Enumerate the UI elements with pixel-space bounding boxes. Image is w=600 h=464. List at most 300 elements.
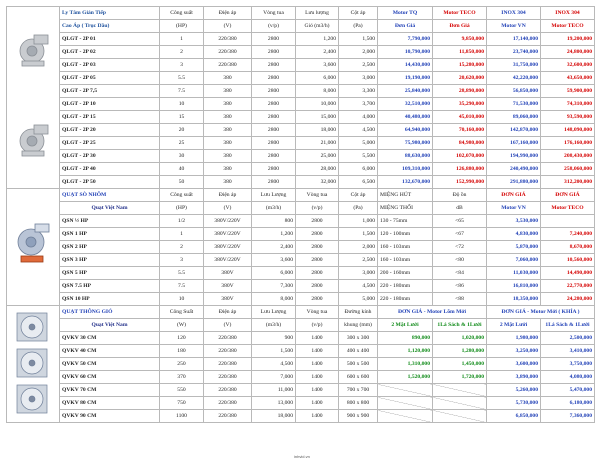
flow-cell: 1,500	[252, 345, 296, 358]
price-motor-teco: 9,850,000	[433, 33, 487, 46]
model-cell: QVKV 80 CM	[60, 397, 160, 410]
model-cell: QLGT - 2P 02	[60, 46, 160, 59]
price-khia-2-luoi: 5,260,000	[487, 384, 541, 397]
price-motor-tq: 14,430,000	[378, 59, 433, 72]
col-header: ĐƠN GIÁ	[487, 189, 541, 202]
pressure-cell: 5,500	[339, 150, 378, 163]
voltage-cell: 220/380	[204, 410, 252, 423]
price-motor-teco: 45,010,000	[433, 111, 487, 124]
rpm-cell: 2800	[252, 111, 296, 124]
table-row	[7, 358, 595, 371]
col-header: Vòng tua	[296, 189, 339, 202]
voltage-cell: 380V/220V	[204, 215, 252, 228]
hp-cell: 40	[160, 163, 204, 176]
mouth-size-cell: 220 - 180mm	[378, 280, 433, 293]
pressure-cell: 5,000	[339, 137, 378, 150]
rpm-cell: 2800	[252, 98, 296, 111]
hp-cell: 7.5	[160, 85, 204, 98]
col-unit: Motor TECO	[541, 20, 595, 33]
col-unit: 2 Mặt Lưới	[487, 319, 541, 332]
table-row	[7, 111, 595, 124]
watt-cell: 550	[160, 384, 204, 397]
voltage-cell: 380V/220V	[204, 228, 252, 241]
col-unit: (HP)	[160, 20, 204, 33]
price-motor-teco: 20,620,000	[433, 72, 487, 85]
price-lom-1-la-sach: 1,280,000	[433, 345, 487, 358]
price-khia-1-la-sach: 5,470,000	[541, 384, 595, 397]
col-header: Công suất	[160, 189, 204, 202]
model-cell: QLGT - 2P 05	[60, 72, 160, 85]
flow-cell: 6,000	[296, 72, 339, 85]
table-row	[7, 98, 595, 111]
model-cell: QLGT - 2P 30	[60, 150, 160, 163]
hp-cell: 2	[160, 241, 204, 254]
price-motor-teco: 126,880,000	[433, 163, 487, 176]
price-inox-vn: 167,160,000	[487, 137, 541, 150]
section-ventilation	[7, 306, 595, 423]
pressure-cell: 1,500	[339, 228, 378, 241]
table-row	[7, 371, 595, 384]
rpm-cell: 2800	[296, 293, 339, 306]
section1-subtitle: Cao Áp ( Trục Dầu)	[60, 20, 160, 33]
price-inox-vn: 31,750,000	[487, 59, 541, 72]
col-unit: dB	[433, 202, 487, 215]
voltage-cell: 220/380	[204, 384, 252, 397]
table-row	[7, 59, 595, 72]
voltage-cell: 220/380	[204, 33, 252, 46]
model-cell: QSN ½ HP	[60, 215, 160, 228]
col-header: Lưu Lượng	[252, 189, 296, 202]
pressure-cell: 3,700	[339, 98, 378, 111]
rpm-cell: 2800	[296, 280, 339, 293]
col-header: MIỆNG HÚT	[378, 189, 433, 202]
pressure-cell: 4,000	[339, 111, 378, 124]
col-header: Vòng tua	[296, 306, 339, 319]
rpm-cell: 2800	[252, 72, 296, 85]
model-cell: QVKV 30 CM	[60, 332, 160, 345]
col-header: Điện áp	[204, 7, 252, 20]
flow-cell: 7,300	[252, 280, 296, 293]
flow-cell: 32,000	[296, 176, 339, 189]
noise-cell: <88	[433, 293, 487, 306]
col-header: Cột áp	[339, 189, 378, 202]
voltage-cell: 220/380	[204, 345, 252, 358]
col-unit: Motor VN	[487, 202, 541, 215]
pressure-cell: 3,300	[339, 85, 378, 98]
price-motor-teco: 24,280,000	[541, 293, 595, 306]
price-motor-vn: 7,060,000	[487, 254, 541, 267]
col-header: Lưu lượng	[296, 7, 339, 20]
price-inox-teco: 312,200,000	[541, 176, 595, 189]
section-centrifugal	[7, 7, 595, 189]
col-unit: (Pa)	[339, 20, 378, 33]
noise-cell: <80	[433, 254, 487, 267]
price-motor-teco: 70,160,000	[433, 124, 487, 137]
table-row	[7, 241, 595, 254]
hp-cell: 25	[160, 137, 204, 150]
flow-cell: 18,000	[296, 124, 339, 137]
price-inox-vn: 240,490,000	[487, 163, 541, 176]
model-cell: QSN 5 HP	[60, 267, 160, 280]
mouth-size-cell: 130 - 75mm	[378, 215, 433, 228]
price-khia-2-luoi: 3,600,000	[487, 358, 541, 371]
pressure-cell: 2,000	[339, 46, 378, 59]
voltage-cell: 380V/220V	[204, 241, 252, 254]
price-motor-vn: 11,030,000	[487, 267, 541, 280]
voltage-cell: 380	[204, 124, 252, 137]
flow-cell: 6,000	[252, 267, 296, 280]
price-motor-teco: 22,770,000	[541, 280, 595, 293]
rpm-cell: 1400	[296, 371, 339, 384]
price-table	[6, 6, 595, 423]
rpm-cell: 2800	[252, 163, 296, 176]
section3-header-row2	[7, 319, 595, 332]
table-row	[7, 397, 595, 410]
rpm-cell: 2800	[296, 254, 339, 267]
watt-cell: 180	[160, 345, 204, 358]
col-unit: (m3/h)	[252, 319, 296, 332]
price-motor-teco: 15,280,000	[433, 59, 487, 72]
flow-cell: 1,200	[296, 33, 339, 46]
pressure-cell: 6,500	[339, 176, 378, 189]
col-header: Cột áp	[339, 7, 378, 20]
price-motor-teco	[541, 215, 595, 228]
col-unit: (V)	[204, 319, 252, 332]
flow-cell: 21,000	[296, 137, 339, 150]
table-row	[7, 267, 595, 280]
flow-cell: 800	[252, 215, 296, 228]
hp-cell: 50	[160, 176, 204, 189]
price-inox-vn: 89,060,000	[487, 111, 541, 124]
price-lom-1-la-sach	[433, 384, 487, 397]
rpm-cell: 2800	[252, 176, 296, 189]
model-cell: QLGT - 2P 7,5	[60, 85, 160, 98]
price-inox-teco: 43,650,000	[541, 72, 595, 85]
price-inox-vn: 291,880,000	[487, 176, 541, 189]
price-khia-2-luoi: 3,890,000	[487, 371, 541, 384]
flow-cell: 8,000	[296, 85, 339, 98]
rpm-cell: 2800	[296, 241, 339, 254]
section2-header-row2	[7, 202, 595, 215]
voltage-cell: 380	[204, 85, 252, 98]
price-motor-tq: 7,790,000	[378, 33, 433, 46]
price-lom-2-luoi: 1,310,000	[378, 358, 433, 371]
col-unit: (W)	[160, 319, 204, 332]
voltage-cell: 220/380	[204, 371, 252, 384]
ventilation-fan-image	[7, 306, 60, 423]
price-lom-2-luoi	[378, 397, 433, 410]
col-header: Lưu Lượng	[252, 306, 296, 319]
model-cell: QLGT - 2P 03	[60, 59, 160, 72]
price-inox-vn: 17,140,000	[487, 33, 541, 46]
flow-cell: 13,000	[252, 397, 296, 410]
section3-header-row1	[7, 306, 595, 319]
col-unit: (m3/h)	[252, 202, 296, 215]
model-cell: QSN 1 HP	[60, 228, 160, 241]
rpm-cell: 1400	[296, 384, 339, 397]
rpm-cell: 2800	[252, 124, 296, 137]
price-khia-2-luoi: 5,730,000	[487, 397, 541, 410]
rpm-cell: 2800	[296, 215, 339, 228]
price-inox-vn: 71,530,000	[487, 98, 541, 111]
col-unit: Motor VN	[487, 20, 541, 33]
voltage-cell: 380	[204, 98, 252, 111]
pressure-cell: 5,000	[339, 293, 378, 306]
price-motor-tq: 109,310,000	[378, 163, 433, 176]
col-header: Đường kính	[339, 306, 378, 319]
frame-cell: 400 x 400	[339, 345, 378, 358]
price-motor-teco: 152,990,000	[433, 176, 487, 189]
noise-cell: <65	[433, 215, 487, 228]
table-row	[7, 228, 595, 241]
flow-cell: 7,000	[252, 371, 296, 384]
col-header: Độ ồn	[433, 189, 487, 202]
col-unit: (v/p)	[296, 202, 339, 215]
price-lom-1-la-sach	[433, 397, 487, 410]
flow-cell: 3,600	[252, 254, 296, 267]
model-cell: QSN 10 HP	[60, 293, 160, 306]
hp-cell: 2	[160, 46, 204, 59]
model-cell: QLGT - 2P 15	[60, 111, 160, 124]
table-row	[7, 176, 595, 189]
hp-cell: 7.5	[160, 280, 204, 293]
frame-cell: 700 x 700	[339, 384, 378, 397]
voltage-cell: 380V/220V	[204, 254, 252, 267]
table-row	[7, 137, 595, 150]
rpm-cell: 1400	[296, 358, 339, 371]
model-cell: QLGT - 2P 25	[60, 137, 160, 150]
pressure-cell: 6,000	[339, 163, 378, 176]
price-inox-teco: 24,800,000	[541, 46, 595, 59]
col-unit: 2 Mặt Lưới	[378, 319, 433, 332]
price-inox-teco: 258,060,000	[541, 163, 595, 176]
voltage-cell: 380	[204, 111, 252, 124]
flow-cell: 900	[252, 332, 296, 345]
col-header: Motor TECO	[433, 7, 487, 20]
price-motor-tq: 25,840,000	[378, 85, 433, 98]
noise-cell: <84	[433, 267, 487, 280]
price-khia-1-la-sach: 7,360,000	[541, 410, 595, 423]
pressure-cell: 4,500	[339, 280, 378, 293]
hp-cell: 5.5	[160, 267, 204, 280]
pressure-cell: 3,000	[339, 72, 378, 85]
hp-cell: 15	[160, 111, 204, 124]
price-motor-tq: 19,190,000	[378, 72, 433, 85]
frame-cell: 800 x 800	[339, 397, 378, 410]
voltage-cell: 220/380	[204, 397, 252, 410]
hp-cell: 10	[160, 293, 204, 306]
rpm-cell: 1400	[296, 345, 339, 358]
voltage-cell: 380V	[204, 267, 252, 280]
price-lom-1-la-sach: 1,450,000	[433, 358, 487, 371]
voltage-cell: 220/380	[204, 358, 252, 371]
flow-cell: 18,000	[252, 410, 296, 423]
col-unit: (V)	[204, 20, 252, 33]
price-lom-2-luoi: 890,000	[378, 332, 433, 345]
rpm-cell: 2800	[252, 59, 296, 72]
frame-cell: 600 x 600	[339, 371, 378, 384]
flow-cell: 2,400	[252, 241, 296, 254]
price-motor-tq: 32,510,000	[378, 98, 433, 111]
price-motor-teco: 102,070,000	[433, 150, 487, 163]
voltage-cell: 380	[204, 137, 252, 150]
price-motor-vn: 3,530,000	[487, 215, 541, 228]
flow-cell: 1,200	[252, 228, 296, 241]
pressure-cell: 2,500	[339, 254, 378, 267]
price-lom-1-la-sach	[433, 410, 487, 423]
price-motor-tq: 75,980,000	[378, 137, 433, 150]
col-header: INOX 304	[487, 7, 541, 20]
table-row	[7, 280, 595, 293]
rpm-cell: 2800	[296, 267, 339, 280]
col-unit: Đơn Giá	[433, 20, 487, 33]
model-cell: QLGT - 2P 01	[60, 33, 160, 46]
col-unit: Đơn Giá	[378, 20, 433, 33]
voltage-cell: 380	[204, 150, 252, 163]
price-lom-1-la-sach: 1,020,000	[433, 332, 487, 345]
section1-title: Ly Tâm Gián Tiếp	[60, 7, 160, 20]
pressure-cell: 1,000	[339, 215, 378, 228]
col-header: Công Suất	[160, 306, 204, 319]
table-row	[7, 410, 595, 423]
price-inox-teco: 74,310,000	[541, 98, 595, 111]
watt-cell: 250	[160, 358, 204, 371]
table-row	[7, 72, 595, 85]
hp-cell: 1	[160, 33, 204, 46]
rpm-cell: 2800	[252, 150, 296, 163]
voltage-cell: 220/380	[204, 59, 252, 72]
rpm-cell: 1400	[296, 410, 339, 423]
section1-header-row2	[7, 20, 595, 33]
flow-cell: 8,000	[252, 293, 296, 306]
price-motor-vn: 5,870,000	[487, 241, 541, 254]
hp-cell: 30	[160, 150, 204, 163]
col-unit: 1Lá Sách & 1Lưới	[541, 319, 595, 332]
mouth-size-cell: 220 - 180mm	[378, 293, 433, 306]
watt-cell: 370	[160, 371, 204, 384]
price-inox-vn: 56,850,000	[487, 85, 541, 98]
flow-cell: 25,000	[296, 150, 339, 163]
price-motor-teco: 7,240,000	[541, 228, 595, 241]
table-row	[7, 254, 595, 267]
flow-cell: 2,400	[296, 46, 339, 59]
price-motor-tq: 64,940,000	[378, 124, 433, 137]
watt-cell: 750	[160, 397, 204, 410]
voltage-cell: 220/380	[204, 46, 252, 59]
price-khia-2-luoi: 6,850,000	[487, 410, 541, 423]
col-unit: (v/p)	[252, 20, 296, 33]
voltage-cell: 380	[204, 176, 252, 189]
model-cell: QSN 2 HP	[60, 241, 160, 254]
section2-subtitle: Quạt Việt Nam	[60, 202, 160, 215]
pressure-cell: 1,500	[339, 33, 378, 46]
col-header: Điện áp	[204, 189, 252, 202]
price-motor-tq: 132,670,000	[378, 176, 433, 189]
model-cell: QLGT - 2P 50	[60, 176, 160, 189]
price-khia-1-la-sach: 3,750,000	[541, 358, 595, 371]
pressure-cell: 3,000	[339, 267, 378, 280]
model-cell: QVKV 40 CM	[60, 345, 160, 358]
price-motor-teco: 28,890,000	[433, 85, 487, 98]
price-lom-2-luoi	[378, 410, 433, 423]
model-cell: QVKV 90 CM	[60, 410, 160, 423]
col-unit: (V)	[204, 202, 252, 215]
model-cell: QLGT - 2P 40	[60, 163, 160, 176]
voltage-cell: 380V	[204, 280, 252, 293]
section3-title: QUẠT THÔNG GIÓ	[60, 306, 160, 319]
col-header: ĐƠN GIÁ - Motor Mới ( KHÍA )	[487, 306, 595, 319]
col-header: ĐƠN GIÁ	[541, 189, 595, 202]
price-khia-2-luoi: 3,250,000	[487, 345, 541, 358]
table-row	[7, 345, 595, 358]
price-motor-teco: 8,670,000	[541, 241, 595, 254]
pressure-cell: 2,000	[339, 241, 378, 254]
hp-cell: 1/2	[160, 215, 204, 228]
section1-header-row1	[7, 7, 595, 20]
price-khia-1-la-sach: 3,410,000	[541, 345, 595, 358]
model-cell: QVKV 60 CM	[60, 371, 160, 384]
section2-title: QUẠT SÒ NHÔM	[60, 189, 160, 202]
price-motor-vn: 18,350,000	[487, 293, 541, 306]
model-cell: QLGT - 2P 20	[60, 124, 160, 137]
rpm-cell: 1400	[296, 397, 339, 410]
watt-cell: 1100	[160, 410, 204, 423]
rpm-cell: 2800	[252, 46, 296, 59]
mouth-size-cell: 160 - 103mm	[378, 254, 433, 267]
col-header: Công suất	[160, 7, 204, 20]
price-lom-2-luoi	[378, 384, 433, 397]
col-unit: khung (mm)	[339, 319, 378, 332]
hp-cell: 1	[160, 228, 204, 241]
col-unit: (v/p)	[296, 319, 339, 332]
col-unit: Gió (m3/h)	[296, 20, 339, 33]
footer-url: inhvid.vn	[294, 454, 310, 459]
price-motor-teco: 14,490,000	[541, 267, 595, 280]
flow-cell: 10,000	[296, 98, 339, 111]
col-header: Motor TQ	[378, 7, 433, 20]
price-inox-teco: 59,900,000	[541, 85, 595, 98]
price-khia-1-la-sach: 4,080,000	[541, 371, 595, 384]
table-row	[7, 124, 595, 137]
col-unit: MIỆNG THỔI	[378, 202, 433, 215]
hp-cell: 5.5	[160, 72, 204, 85]
flow-cell: 4,500	[252, 358, 296, 371]
price-inox-vn: 42,220,000	[487, 72, 541, 85]
rpm-cell: 1400	[296, 332, 339, 345]
price-motor-teco: 35,290,000	[433, 98, 487, 111]
model-cell: QVKV 70 CM	[60, 384, 160, 397]
table-row	[7, 46, 595, 59]
price-motor-teco: 84,980,000	[433, 137, 487, 150]
table-row	[7, 332, 595, 345]
price-motor-vn: 16,810,000	[487, 280, 541, 293]
hp-cell: 10	[160, 98, 204, 111]
mouth-size-cell: 160 - 103mm	[378, 241, 433, 254]
watt-cell: 120	[160, 332, 204, 345]
flow-cell: 3,600	[296, 59, 339, 72]
price-khia-2-luoi: 1,980,000	[487, 332, 541, 345]
pressure-cell: 2,500	[339, 59, 378, 72]
model-cell: QSN 7.5 HP	[60, 280, 160, 293]
section3-subtitle: Quạt Việt Nam	[60, 319, 160, 332]
rpm-cell: 2800	[252, 33, 296, 46]
price-khia-1-la-sach: 6,180,000	[541, 397, 595, 410]
section-aluminum-snail	[7, 189, 595, 306]
hp-cell: 20	[160, 124, 204, 137]
noise-cell: <86	[433, 280, 487, 293]
voltage-cell: 380	[204, 163, 252, 176]
table-row	[7, 150, 595, 163]
